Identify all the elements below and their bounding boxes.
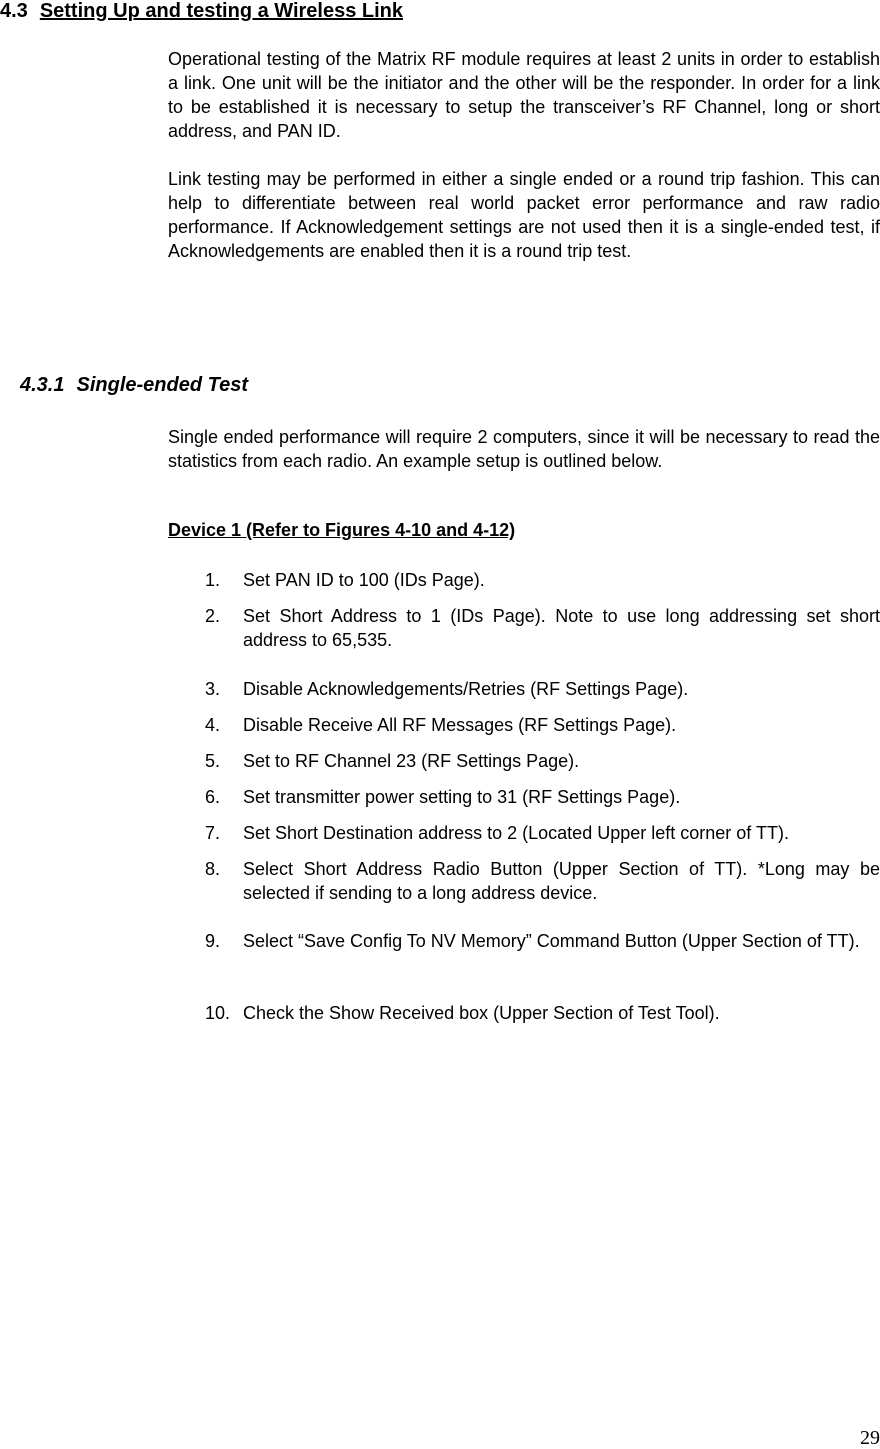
paragraph-single-ended: Single ended performance will require 2 computers, since it will be necessary to read the statistics from each radio. An example setup is outlined below. [168,427,880,471]
list-item-number: 1. [205,570,221,590]
list-item [205,857,880,905]
list-item-number: 4. [205,715,221,735]
list-item-number: 10. [205,1003,231,1023]
list-item [205,821,880,845]
list-item [205,1001,880,1025]
subsection-title: Single-ended Test [76,374,248,396]
list-item [205,568,880,592]
list-item-text: Set Short Address to 1 (IDs Page). Note to use long addressing set short address to 65,535. [243,606,880,650]
list-item-text: Set transmitter power setting to 31 (RF Settings Page). [243,787,681,807]
subsection-heading [20,374,248,397]
list-item [205,749,880,773]
paragraph-link-testing: Link testing may be performed in either a single ended or a round trip fashion. This can help to differentiate between real world packet error performance and raw radio performance. If Acknowledgement settings are not used then it is a single-ended test, if Acknowledgements are enabled then it is a round trip test. [168,169,880,261]
list-item-text: Disable Receive All RF Messages (RF Settings Page). [243,715,677,735]
list-item [205,677,880,701]
list-item [205,785,880,809]
list-item-number: 7. [205,823,221,843]
list-item-text: Set to RF Channel 23 (RF Settings Page). [243,751,580,771]
list-item-text: Select “Save Config To NV Memory” Command Button (Upper Section of TT). [243,931,860,951]
list-item-number: 8. [205,859,221,879]
list-item-number: 3. [205,679,221,699]
device-heading: Device 1 (Refer to Figures 4-10 and 4-12) [168,520,516,540]
list-item-text: Disable Acknowledgements/Retries (RF Settings Page). [243,679,689,699]
list-item-number: 2. [205,606,221,626]
list-item-text: Select Short Address Radio Button (Upper Section of TT). *Long may be selected if sending to a long address device. [243,859,880,903]
list-item [205,604,880,652]
list-item-text: Check the Show Received box (Upper Section of Test Tool). [243,1003,720,1023]
list-item [205,929,880,953]
list-item-number: 6. [205,787,221,807]
list-item [205,713,880,737]
list-item-text: Set PAN ID to 100 (IDs Page). [243,570,485,590]
list-item-text: Set Short Destination address to 2 (Located Upper left corner of TT). [243,823,789,843]
list-item-number: 9. [205,931,221,951]
paragraph-intro: Operational testing of the Matrix RF module requires at least 2 units in order to establish a link. One unit will be the initiator and the other will be the responder. In order for a link to be established it is necessary to setup the transceiver’s RF Channel, long or short address, and PAN ID. [168,49,880,141]
section-title: Setting Up and testing a Wireless Link [39,0,404,22]
list-item-number: 5. [205,751,221,771]
page-number: 29 [860,1427,880,1449]
subsection-number: 4.3.1 [20,374,65,396]
section-heading [0,0,403,23]
section-number: 4.3 [0,0,28,22]
